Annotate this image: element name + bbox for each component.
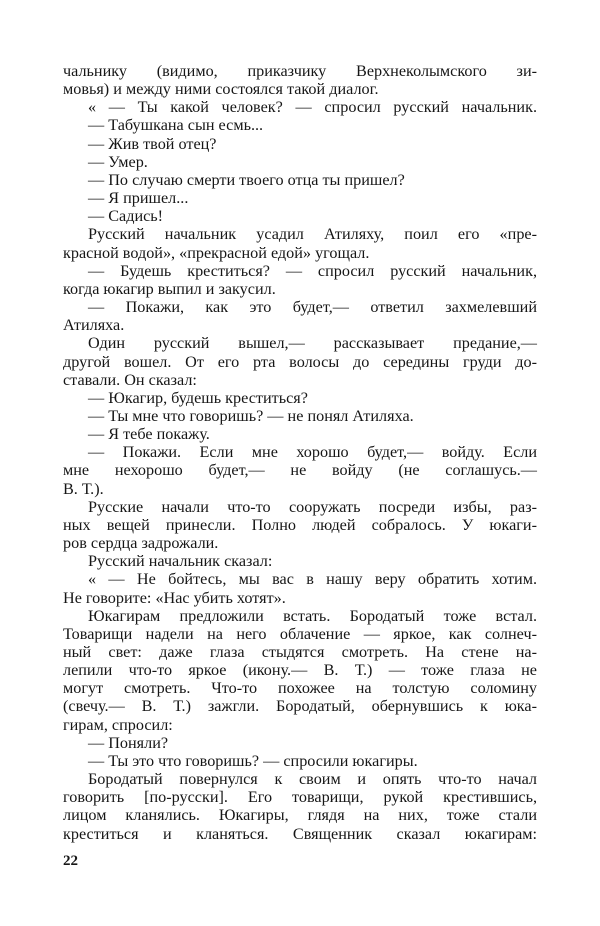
text-line: Русский начальник усадил Атиляху, поил его «пре- xyxy=(88,225,537,244)
text-line: « — Ты какой человек? — спросил русский начальник. xyxy=(88,98,537,117)
text-line: — По случаю смерти твоего отца ты пришел? xyxy=(88,170,405,189)
text-line: могут смотреть. Что-то похожее на толстую соломину xyxy=(63,679,537,698)
text-line: — Юкагир, будешь креститься? xyxy=(88,388,308,407)
text-line: Товарищи надели на него облачение — яркое, как солнеч- xyxy=(63,624,537,643)
text-line: — Садись! xyxy=(88,207,164,226)
text-line: ных вещей принесли. Полно людей собралось. У юкаги- xyxy=(63,515,537,534)
text-line: креститься и кланяться. Священник сказал юкагирам: xyxy=(63,824,537,843)
text-line: Атиляха. xyxy=(63,316,125,335)
text-line: красной водой», «прекрасной едой» угощал. xyxy=(63,243,370,262)
text-line: — Жив твой отец? xyxy=(88,134,217,153)
text-line: когда юкагир выпил и закусил. xyxy=(63,279,276,298)
text-line: — Ты это что говоришь? — спросили юкагиры. xyxy=(88,751,418,770)
text-line: — Покажи, как это будет,— ответил захмелевший xyxy=(88,298,537,317)
text-line: « — Не бойтесь, мы вас в нашу веру обратить хотим. xyxy=(88,570,537,589)
text-line: — Я тебе покажу. xyxy=(88,425,210,444)
text-line: ров сердца задрожали. xyxy=(63,534,219,553)
text-line: Русский начальник сказал: xyxy=(88,552,273,571)
text-line: — Табушкана сын есмь... xyxy=(88,116,264,135)
body-text xyxy=(63,62,537,843)
text-line: гирам, спросил: xyxy=(63,715,173,734)
text-line: ный свет: даже глаза стыдятся смотреть. На стене на- xyxy=(63,643,537,661)
text-line: (свечу.— В. Т.) зажгли. Бородатый, обернувшись к юка- xyxy=(63,697,537,716)
text-line: другой вошел. От его рта волосы до середины груди до- xyxy=(63,352,537,371)
text-line: лепили что-то яркое (икону.— В. Т.) — тоже глаза не xyxy=(63,661,537,680)
text-line: говорить [по-русски]. Его товарищи, рукой крестившись, xyxy=(63,788,537,807)
text-line: — Будешь креститься? — спросил русский начальник, xyxy=(88,261,537,280)
text-line: Один русский вышел,— рассказывает предание,— xyxy=(88,334,537,353)
text-line: ставали. Он сказал: xyxy=(63,370,197,389)
text-line: Русские начали что-то сооружать посреди избы, раз- xyxy=(88,497,537,516)
text-line: Юкагирам предложили встать. Бородатый тоже встал. xyxy=(88,606,537,625)
text-line: чальнику (видимо, приказчику Верхнеколымского зи- xyxy=(63,62,537,80)
text-line: — Ты мне что говоришь? — не понял Атиляха. xyxy=(88,406,414,425)
text-line: мне нехорошо будет,— не войду (не соглашусь.— xyxy=(63,461,537,480)
text-line: — Я пришел... xyxy=(88,189,189,208)
text-line: — Поняли? xyxy=(88,733,169,752)
text-line: мовья) и между ними состоялся такой диалог. xyxy=(63,80,379,99)
text-line: лицом кланялись. Юкагиры, глядя на них, тоже стали xyxy=(63,806,537,825)
text-line: Бородатый повернулся к своим и опять что-то начал xyxy=(88,770,537,789)
text-line: — Покажи. Если мне хорошо будет,— войду. Если xyxy=(88,443,537,462)
page-number: 22 xyxy=(63,853,78,869)
text-line: — Умер. xyxy=(88,152,148,171)
text-line: В. Т.). xyxy=(63,479,104,498)
text-line: Не говорите: «Нас убить хотят». xyxy=(63,588,286,607)
